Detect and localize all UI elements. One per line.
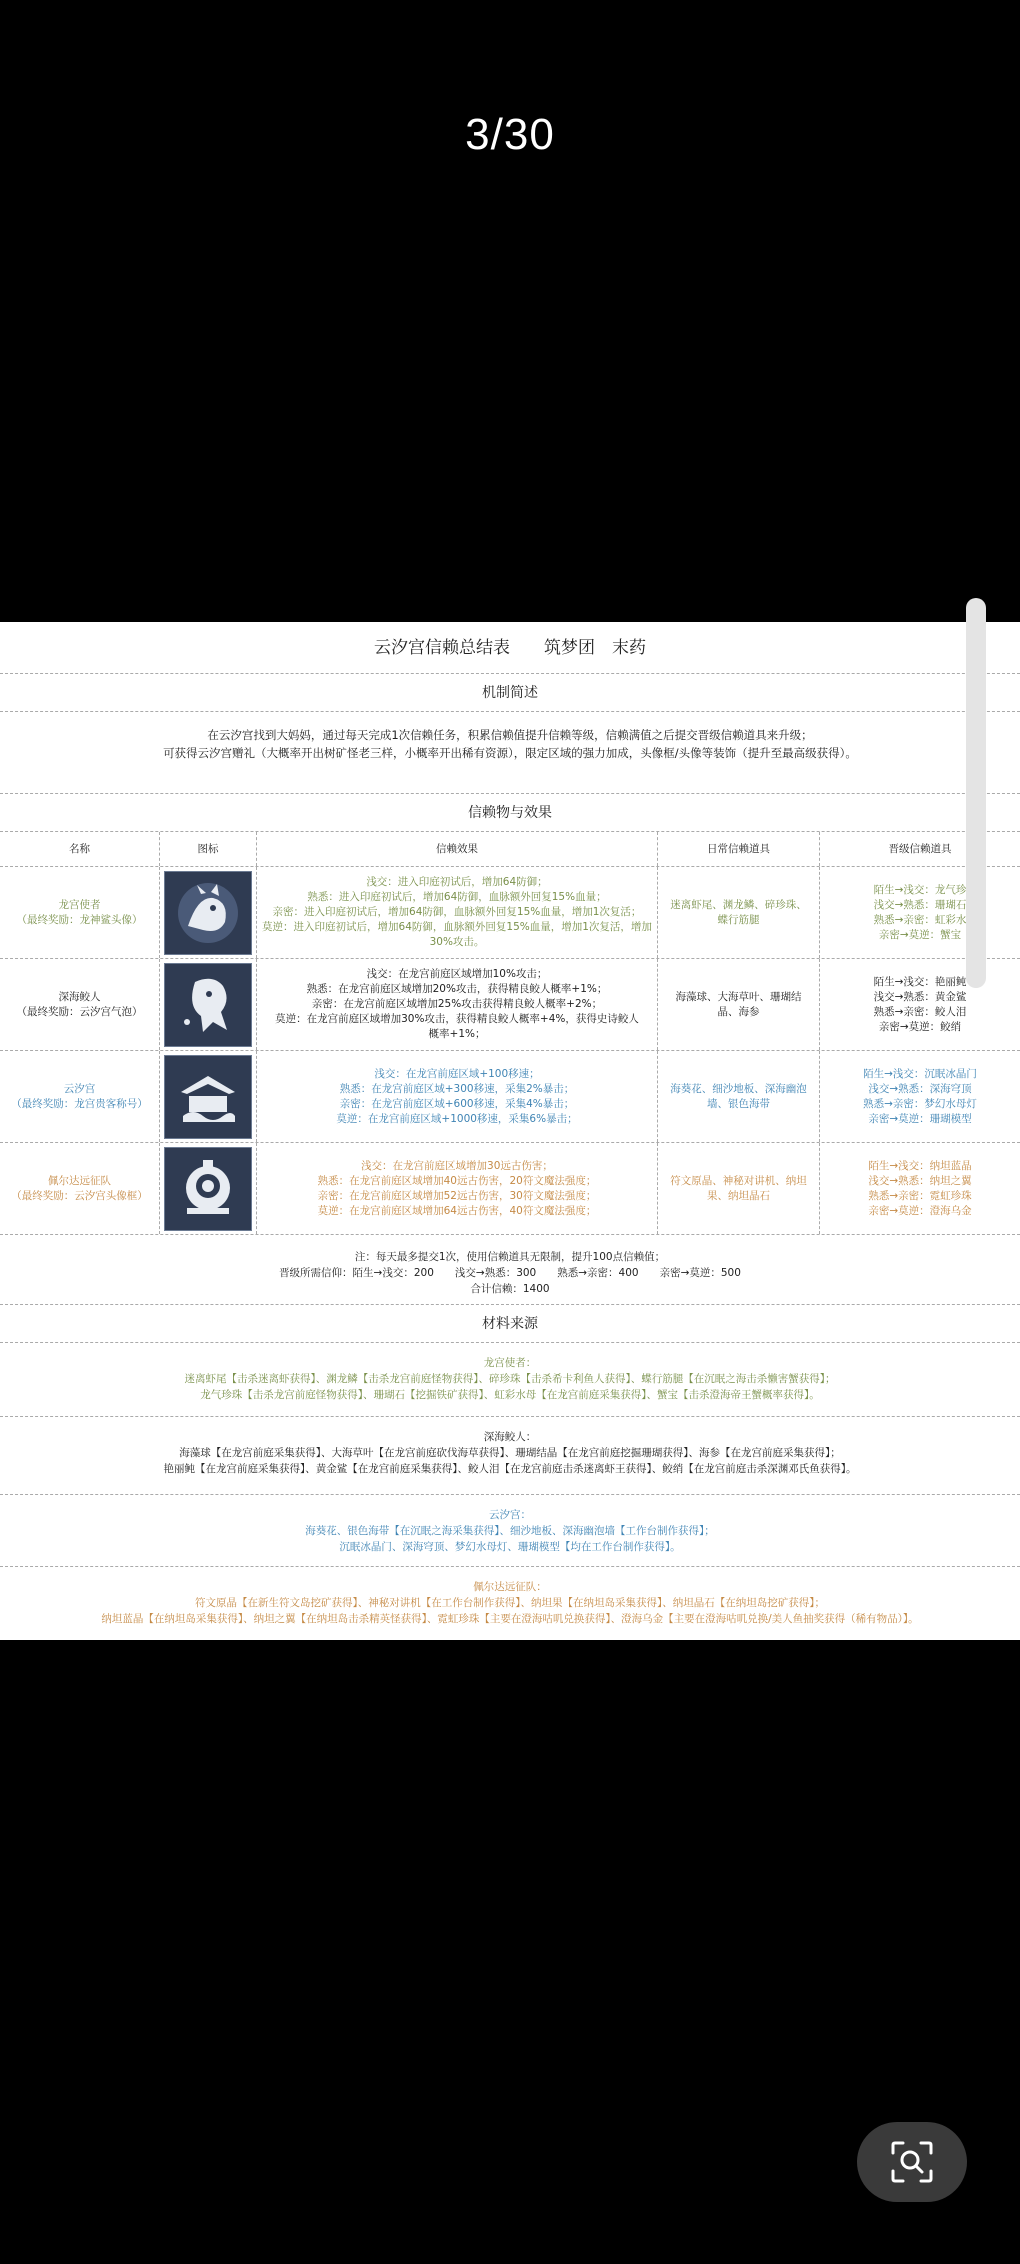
tier-effects [257, 1051, 658, 1142]
advance-line: 浅交→熟悉：珊瑚石 [873, 898, 967, 911]
page-counter: 3/30 [465, 110, 555, 159]
effect-line: 浅交：进入印庭初试后，增加64防御； [366, 876, 548, 888]
perda-expedition-icon [164, 1147, 252, 1231]
tier-reward: （最终奖励：龙宫贵客称号） [11, 1097, 148, 1110]
tier-daily: 海葵花、细沙地板、深海幽泡墙、银色海带 [658, 1051, 820, 1142]
effect-line: 熟悉：进入印庭初试后，增加64防御，血脉额外回复15%血量； [307, 891, 607, 903]
effect-line: 莫逆：在龙宫前庭区域+1000移速，采集6%暴击； [336, 1112, 578, 1125]
effect-line: 莫逆：在龙宫前庭区域增加64远古伤害，40符文魔法强度； [317, 1204, 597, 1217]
tier-name-cell [0, 867, 160, 958]
advance-line: 亲密→莫逆：鲛绡 [878, 1020, 962, 1033]
tier-name: 龙宫使者 [58, 898, 101, 911]
note-line: 合计信赖：1400 [470, 1283, 550, 1295]
tier-daily: 符文原晶、神秘对讲机、纳坦果、纳坦晶石 [658, 1143, 820, 1234]
tier-reward: （最终奖励：龙神鲨头像） [16, 913, 143, 926]
zoom-button[interactable] [857, 2122, 967, 2202]
intro-text [0, 712, 1020, 794]
dragon-messenger-icon [164, 871, 252, 955]
tier-advance [820, 959, 1020, 1050]
advance-line: 熟悉→亲密：霓虹珍珠 [868, 1189, 972, 1202]
effect-line: 熟悉：在龙宫前庭区域+300移速，采集2%暴击； [339, 1082, 575, 1095]
header-icon: 图标 [160, 832, 257, 866]
note-line: 晋级所需信仰：陌生→浅交：200 浅交→熟悉：300 熟悉→亲密：400 亲密→莫逆：500 [279, 1267, 741, 1279]
table-header [0, 832, 1020, 867]
effect-line: 亲密：进入印庭初试后，增加64防御，血脉额外回复15%血量，增加1次复活； [272, 906, 642, 918]
material-title: 云汐宫： [489, 1509, 531, 1521]
tier-name: 深海鲛人 [58, 990, 101, 1003]
effect-line: 浅交：在龙宫前庭区域增加30远古伤害； [361, 1159, 553, 1172]
tier-icon-cell [160, 959, 257, 1050]
table-row [0, 1143, 1020, 1235]
table-row [0, 867, 1020, 959]
cloud-palace-icon [164, 1055, 252, 1139]
header-effect: 信赖效果 [257, 832, 658, 866]
material-line: 纳坦蓝晶【在纳坦岛采集获得】、纳坦之翼【在纳坦岛击杀精英怪获得】、霓虹珍珠【主要在澄海咕叽兑换获得】、澄海乌金【主要在澄海咕叽兑换/美人鱼抽奖获得（稀有物品）】。 [101, 1613, 919, 1625]
effect-line: 浅交：在龙宫前庭区域+100移速； [374, 1067, 540, 1080]
advance-line: 亲密→莫逆：蟹宝 [878, 928, 962, 941]
table-row [0, 959, 1020, 1051]
tier-reward: （最终奖励：云汐宫头像框） [11, 1189, 148, 1202]
tier-effects [257, 959, 658, 1050]
material-line: 海藻球【在龙宫前庭采集获得】、大海草叶【在龙宫前庭砍伐海草获得】、珊瑚结晶【在龙宫前庭挖掘珊瑚获得】、海参【在龙宫前庭采集获得】； [179, 1447, 841, 1459]
advance-line: 熟悉→亲密：梦幻水母灯 [863, 1097, 977, 1110]
effect-line: 熟悉：在龙宫前庭区域增加20%攻击，获得精良鲛人概率+1%； [306, 983, 608, 995]
material-block [0, 1417, 1020, 1495]
header-advance: 晋级信赖道具 [888, 842, 952, 855]
tier-reward: （最终奖励：云汐宫气泡） [16, 1005, 143, 1018]
material-line: 艳丽鲀【在龙宫前庭采集获得】、黄金鲨【在龙宫前庭采集获得】、鲛人泪【在龙宫前庭击杀迷离虾王获得】、鲛绡【在龙宫前庭击杀深渊邓氏鱼获得】。 [163, 1463, 857, 1475]
intro-line: 在云汐宫找到大妈妈，通过每天完成1次信赖任务，积累信赖值提升信赖等级，信赖满值之后提交晋级信赖道具来升级； [207, 728, 813, 742]
tier-name: 佩尔达远征队 [48, 1174, 111, 1187]
material-line: 符文原晶【在新生符文岛挖矿获得】、神秘对讲机【在工作台制作获得】、纳坦果【在纳坦岛采集获得】、纳坦晶石【在纳坦岛挖矿获得】； [195, 1597, 825, 1609]
tier-name-cell [0, 959, 160, 1050]
material-line: 沉眠冰晶门、深海穹顶、梦幻水母灯、珊瑚模型【均在工作台制作获得】。 [339, 1541, 681, 1553]
advance-line: 亲密→莫逆：珊瑚模型 [868, 1112, 972, 1125]
advance-line: 陌生→浅交：艳丽鲀 [873, 975, 967, 988]
effect-line: 莫逆：在龙宫前庭区域增加30%攻击，获得精良鲛人概率+4%，获得史诗鲛人概率+1%； [275, 1013, 639, 1040]
tier-name-cell [0, 1051, 160, 1142]
material-block [0, 1495, 1020, 1567]
section-trust-items: 信赖物与效果 [0, 794, 1020, 832]
tier-advance [820, 1143, 1020, 1234]
doc-title: 云汐宫信赖总结表 筑梦团 末药 [0, 622, 1020, 674]
tier-advance [820, 867, 1020, 958]
tier-icon-cell [160, 1143, 257, 1234]
deep-sea-merfolk-icon [164, 963, 252, 1047]
tier-daily: 迷离虾尾、渊龙鳞、碎珍珠、蝶行筋腿 [658, 867, 820, 958]
document-page [0, 622, 1020, 1640]
tier-name: 云汐宫 [63, 1082, 96, 1095]
tier-advance [820, 1051, 1020, 1142]
effect-line: 亲密：在龙宫前庭区域增加52远古伤害，30符文魔法强度； [317, 1189, 597, 1202]
material-block [0, 1567, 1020, 1640]
advance-line: 浅交→熟悉：深海穹顶 [868, 1082, 972, 1095]
trust-note [0, 1235, 1020, 1305]
advance-line: 熟悉→亲密：鲛人泪 [873, 1005, 967, 1018]
material-line: 迷离虾尾【击杀迷离虾获得】、渊龙鳞【击杀龙宫前庭怪物获得】、碎珍珠【击杀希卡利鱼人获得】、蝶行筋腿【在沉眠之海击杀懒害蟹获得】； [184, 1373, 836, 1385]
scan-search-icon [889, 2139, 935, 2185]
effect-line: 亲密：在龙宫前庭区域增加25%攻击获得精良鲛人概率+2%； [311, 998, 603, 1010]
intro-line: 可获得云汐宫赠礼（大概率开出树矿怪老三样，小概率开出稀有资源），限定区域的强力加成，头像框/头像等装饰（提升至最高级获得）。 [163, 746, 857, 760]
scrollbar[interactable] [966, 598, 986, 988]
advance-line: 浅交→熟悉：纳坦之翼 [868, 1174, 972, 1187]
material-title: 佩尔达远征队： [473, 1581, 547, 1593]
advance-line: 陌生→浅交：沉眠冰晶门 [863, 1067, 977, 1080]
advance-line: 亲密→莫逆：澄海乌金 [868, 1204, 972, 1217]
section-mechanism: 机制简述 [0, 674, 1020, 712]
advance-line: 陌生→浅交：纳坦蓝晶 [868, 1159, 972, 1172]
tier-daily: 海藻球、大海草叶、珊瑚结晶、海参 [658, 959, 820, 1050]
advance-line: 陌生→浅交：龙气珍 [873, 883, 967, 896]
header-daily: 日常信赖道具 [658, 832, 820, 866]
material-title: 龙宫使者： [483, 1357, 537, 1369]
tier-effects [257, 1143, 658, 1234]
tier-name-cell [0, 1143, 160, 1234]
tier-icon-cell [160, 1051, 257, 1142]
tier-effects [257, 867, 658, 958]
table-row [0, 1051, 1020, 1143]
tier-icon-cell [160, 867, 257, 958]
effect-line: 亲密：在龙宫前庭区域+600移速，采集4%暴击； [339, 1097, 575, 1110]
effect-line: 莫逆：进入印庭初试后，增加64防御，血脉额外回复15%血量，增加1次复活，增加30%攻击。 [262, 921, 652, 948]
material-line: 海葵花、银色海带【在沉眠之海采集获得】、细沙地板、深海幽泡墙【工作台制作获得】； [305, 1525, 715, 1537]
material-title: 深海鲛人： [483, 1431, 537, 1443]
advance-line: 熟悉→亲密：虹彩水 [873, 913, 967, 926]
effect-line: 熟悉：在龙宫前庭区域增加40远古伤害，20符文魔法强度； [317, 1174, 597, 1187]
section-materials: 材料来源 [0, 1305, 1020, 1343]
advance-line: 浅交→熟悉：黄金鲨 [873, 990, 967, 1003]
note-line: 注：每天最多提交1次，使用信赖道具无限制，提升100点信赖值； [354, 1251, 666, 1263]
effect-line: 浅交：在龙宫前庭区域增加10%攻击； [366, 968, 548, 980]
material-block [0, 1343, 1020, 1417]
material-line: 龙气珍珠【击杀龙宫前庭怪物获得】、珊瑚石【挖掘铁矿获得】、虹彩水母【在龙宫前庭采集获得】、蟹宝【击杀澄海帝王蟹概率获得】。 [200, 1389, 820, 1401]
header-name: 名称 [0, 832, 160, 866]
